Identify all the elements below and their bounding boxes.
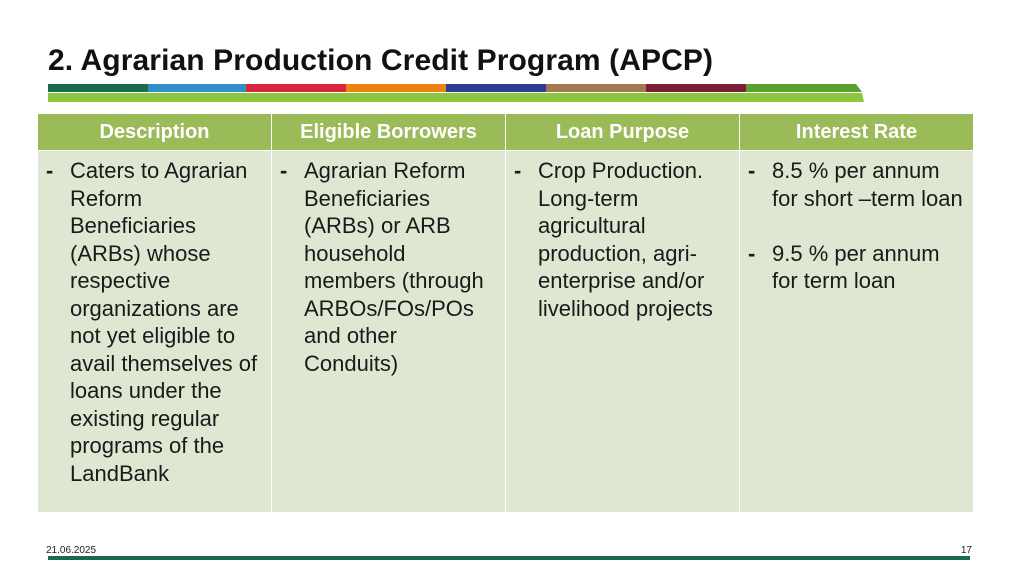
bullet-item [46, 157, 261, 487]
bullet-dash: - [748, 240, 756, 266]
stripe-segment [246, 84, 346, 92]
header-interest-rate: Interest Rate [740, 114, 973, 150]
bullet-text: 9.5 % per annum for term loan [772, 240, 940, 293]
bullet-text: Crop Production. Long-term agricultural production, agri-enterprise and/or livelihood projects [538, 158, 713, 321]
bullet-text: Caters to Agrarian Reform Beneficiaries (ARBs) whose respective organizations are not yet eligible to avail themselves of loans under the existing regular programs of the LandBank [70, 158, 258, 486]
stripe-segment [746, 84, 862, 92]
bullet-item [280, 157, 495, 377]
bullet-dash: - [514, 158, 522, 183]
bullet-dash: - [748, 158, 756, 183]
stripe-segment [148, 84, 246, 92]
slide-title: 2. Agrarian Production Credit Program (APCP) [48, 44, 714, 77]
stripe-segment [346, 84, 446, 92]
bullet-item [514, 157, 729, 322]
apcp-table [38, 114, 972, 512]
bullet-text: Agrarian Reform Beneficiaries (ARBs) or ARB household members (through ARBOs/FOs/POs and other Conduits) [304, 158, 484, 376]
cell-description [38, 151, 271, 512]
stripe-segment [546, 84, 646, 92]
stripe-segment [446, 84, 546, 92]
title-color-stripe [48, 82, 864, 103]
stripe-bottom-band [48, 93, 864, 102]
header-loan-purpose: Loan Purpose [506, 114, 739, 150]
bullet-text: 8.5 % per annum for short –term loan [772, 158, 963, 211]
cell-loan-purpose [506, 151, 739, 512]
bullet-dash: - [46, 158, 54, 183]
cell-eligible-borrowers [272, 151, 505, 512]
header-eligible-borrowers: Eligible Borrowers [272, 114, 505, 150]
bullet-item [748, 157, 963, 212]
footer-page-number: 17 [960, 545, 972, 556]
footer-date: 21.06.2025 [46, 545, 97, 556]
stripe-segment [646, 84, 746, 92]
header-description: Description [38, 114, 271, 150]
cell-interest-rate [740, 151, 973, 512]
bullet-dash: - [280, 158, 288, 183]
stripe-segment [48, 84, 148, 92]
bullet-item [748, 240, 963, 295]
footer-divider [48, 556, 970, 560]
